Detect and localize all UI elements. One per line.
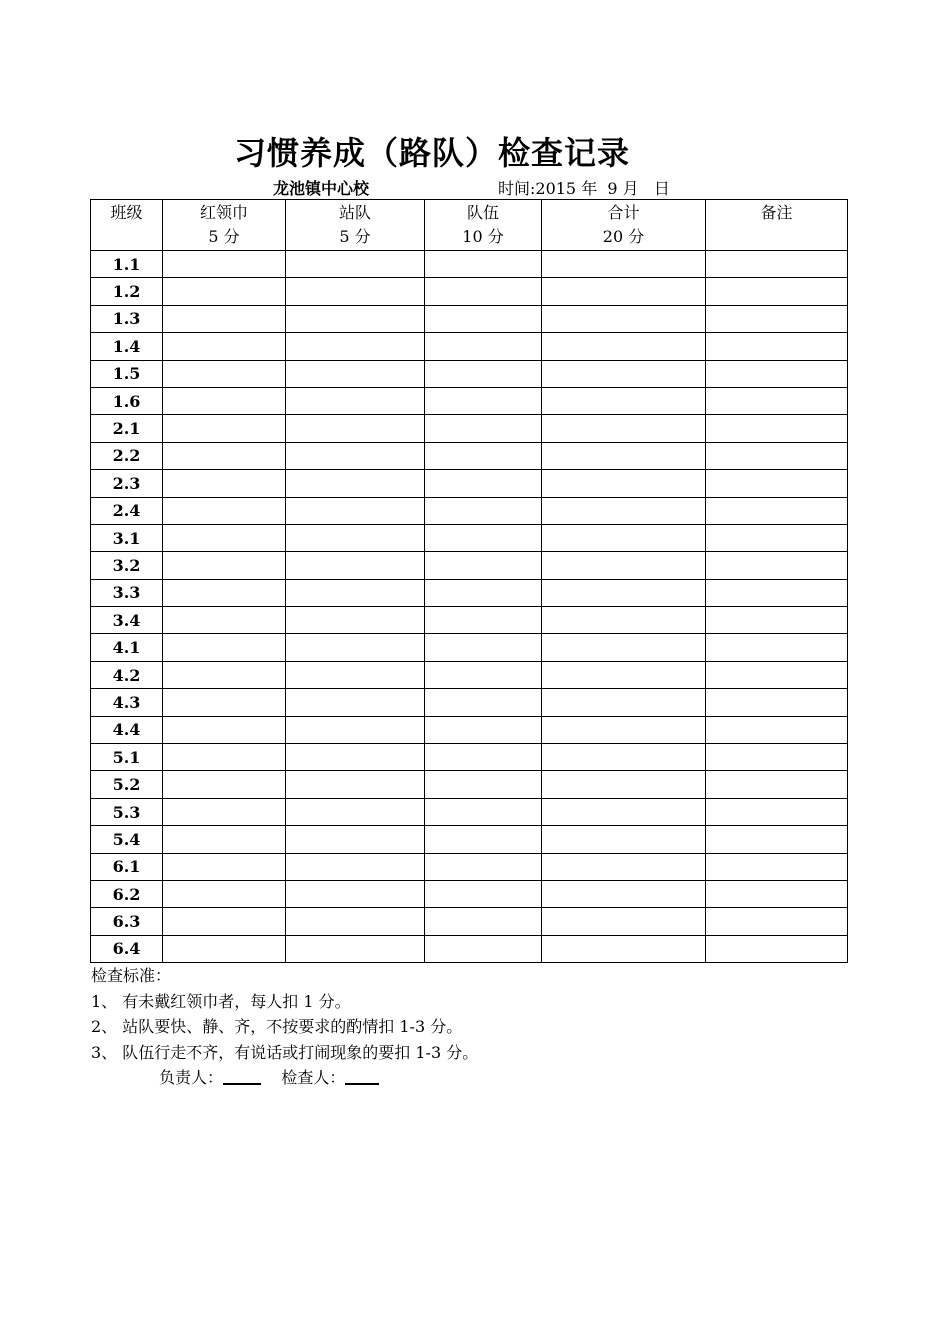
- class-number: 4.2: [91, 661, 163, 688]
- score-cell[interactable]: [286, 333, 425, 360]
- score-cell[interactable]: [542, 415, 706, 442]
- class-number: 4.4: [91, 716, 163, 743]
- score-cell[interactable]: [286, 524, 425, 551]
- column-header: [91, 200, 163, 251]
- table-row: [91, 689, 848, 716]
- score-cell[interactable]: [163, 935, 286, 962]
- column-header-label: 队伍: [466, 203, 499, 222]
- score-cell[interactable]: [286, 607, 425, 634]
- score-cell[interactable]: [706, 689, 848, 716]
- class-number: 1.1: [91, 251, 163, 278]
- score-cell[interactable]: [706, 935, 848, 962]
- class-number: 2.4: [91, 497, 163, 524]
- responsible-label: 负责人：: [159, 1068, 224, 1087]
- score-cell[interactable]: [163, 333, 286, 360]
- score-cell[interactable]: [706, 716, 848, 743]
- page-title: 习惯养成（路队）检查记录: [233, 134, 630, 172]
- score-cell[interactable]: [706, 387, 848, 414]
- class-number: 3.3: [91, 579, 163, 606]
- score-cell[interactable]: [706, 853, 848, 880]
- table-row: [91, 278, 848, 305]
- inspector-label: 检查人：: [281, 1068, 346, 1087]
- score-cell[interactable]: [542, 552, 706, 579]
- score-cell[interactable]: [286, 771, 425, 798]
- school-name: 龙池镇中心校: [273, 179, 370, 198]
- table-row: [91, 935, 848, 962]
- responsible-blank[interactable]: [223, 1067, 261, 1085]
- header-row: [91, 200, 848, 251]
- column-header-points: 5 分: [339, 227, 371, 246]
- score-cell[interactable]: [706, 360, 848, 387]
- score-cell[interactable]: [542, 470, 706, 497]
- standard-item-2: 2、 站队要快、静、齐，不按要求的酌情扣 1-3 分。: [91, 1017, 463, 1036]
- score-cell[interactable]: [286, 880, 425, 907]
- score-cell[interactable]: [286, 716, 425, 743]
- column-header-label: 合计: [607, 203, 640, 222]
- class-number: 5.3: [91, 798, 163, 825]
- score-cell[interactable]: [425, 607, 542, 634]
- score-cell[interactable]: [425, 935, 542, 962]
- column-header-label: 站队: [338, 203, 371, 222]
- score-cell[interactable]: [542, 771, 706, 798]
- score-cell[interactable]: [163, 497, 286, 524]
- class-number: 6.3: [91, 908, 163, 935]
- score-cell[interactable]: [542, 661, 706, 688]
- column-header: [706, 200, 848, 251]
- score-cell[interactable]: [286, 853, 425, 880]
- score-cell[interactable]: [163, 908, 286, 935]
- score-cell[interactable]: [425, 360, 542, 387]
- score-cell[interactable]: [286, 634, 425, 661]
- score-cell[interactable]: [706, 251, 848, 278]
- score-cell[interactable]: [286, 744, 425, 771]
- column-header: [542, 200, 706, 251]
- score-cell[interactable]: [706, 524, 848, 551]
- score-cell[interactable]: [286, 305, 425, 332]
- score-cell[interactable]: [286, 908, 425, 935]
- score-cell[interactable]: [163, 744, 286, 771]
- class-number: 1.2: [91, 278, 163, 305]
- score-cell[interactable]: [542, 607, 706, 634]
- score-cell[interactable]: [286, 579, 425, 606]
- table-row: [91, 880, 848, 907]
- class-number: 1.4: [91, 333, 163, 360]
- table-row: [91, 251, 848, 278]
- inspector-blank[interactable]: [345, 1067, 379, 1085]
- table-row: [91, 470, 848, 497]
- column-header-label: 备注: [760, 203, 793, 222]
- table-row: [91, 826, 848, 853]
- score-cell[interactable]: [425, 442, 542, 469]
- class-number: 4.3: [91, 689, 163, 716]
- score-cell[interactable]: [542, 497, 706, 524]
- score-cell[interactable]: [542, 880, 706, 907]
- score-cell[interactable]: [542, 360, 706, 387]
- class-number: 4.1: [91, 634, 163, 661]
- table-row: [91, 442, 848, 469]
- table-row: [91, 579, 848, 606]
- standards-heading: 检查标准：: [91, 966, 172, 985]
- score-cell[interactable]: [163, 607, 286, 634]
- score-cell[interactable]: [425, 880, 542, 907]
- score-cell[interactable]: [425, 826, 542, 853]
- score-cell[interactable]: [706, 744, 848, 771]
- score-cell[interactable]: [163, 360, 286, 387]
- score-cell[interactable]: [706, 333, 848, 360]
- score-cell[interactable]: [163, 634, 286, 661]
- score-cell[interactable]: [425, 415, 542, 442]
- score-cell[interactable]: [425, 524, 542, 551]
- score-cell[interactable]: [163, 470, 286, 497]
- column-header-points: 10 分: [462, 227, 504, 246]
- score-cell[interactable]: [706, 305, 848, 332]
- score-cell[interactable]: [425, 744, 542, 771]
- class-number: 5.4: [91, 826, 163, 853]
- score-cell[interactable]: [286, 278, 425, 305]
- score-cell[interactable]: [163, 689, 286, 716]
- score-cell[interactable]: [286, 442, 425, 469]
- score-cell[interactable]: [706, 798, 848, 825]
- score-cell[interactable]: [286, 387, 425, 414]
- score-cell[interactable]: [706, 908, 848, 935]
- score-cell[interactable]: [163, 524, 286, 551]
- class-number: 2.1: [91, 415, 163, 442]
- table-row: [91, 744, 848, 771]
- score-cell[interactable]: [542, 387, 706, 414]
- score-cell[interactable]: [163, 278, 286, 305]
- table-row: [91, 497, 848, 524]
- column-header-label: 班级: [110, 203, 143, 222]
- score-cell[interactable]: [425, 552, 542, 579]
- score-cell[interactable]: [542, 278, 706, 305]
- score-cell[interactable]: [706, 771, 848, 798]
- class-number: 5.2: [91, 771, 163, 798]
- score-cell[interactable]: [163, 442, 286, 469]
- score-cell[interactable]: [542, 305, 706, 332]
- date-line: 时间:2015 年 9 月 日: [498, 179, 670, 198]
- score-cell[interactable]: [286, 552, 425, 579]
- score-cell[interactable]: [706, 278, 848, 305]
- score-cell[interactable]: [425, 333, 542, 360]
- score-cell[interactable]: [425, 470, 542, 497]
- score-cell[interactable]: [163, 716, 286, 743]
- score-cell[interactable]: [425, 689, 542, 716]
- score-cell[interactable]: [542, 798, 706, 825]
- score-cell[interactable]: [163, 305, 286, 332]
- score-cell[interactable]: [286, 251, 425, 278]
- score-cell[interactable]: [286, 415, 425, 442]
- score-cell[interactable]: [706, 497, 848, 524]
- column-header-label: 红领巾: [199, 203, 248, 222]
- score-cell[interactable]: [286, 798, 425, 825]
- score-cell[interactable]: [706, 661, 848, 688]
- score-cell[interactable]: [286, 826, 425, 853]
- table-row: [91, 387, 848, 414]
- score-cell[interactable]: [163, 251, 286, 278]
- class-number: 6.1: [91, 853, 163, 880]
- score-cell[interactable]: [163, 579, 286, 606]
- score-cell[interactable]: [163, 415, 286, 442]
- table-row: [91, 661, 848, 688]
- score-cell[interactable]: [425, 771, 542, 798]
- score-cell[interactable]: [425, 497, 542, 524]
- score-cell[interactable]: [425, 305, 542, 332]
- score-cell[interactable]: [542, 634, 706, 661]
- score-cell[interactable]: [163, 661, 286, 688]
- table-row: [91, 524, 848, 551]
- score-cell[interactable]: [163, 880, 286, 907]
- score-cell[interactable]: [425, 853, 542, 880]
- score-cell[interactable]: [706, 607, 848, 634]
- class-number: 5.1: [91, 744, 163, 771]
- score-cell[interactable]: [425, 908, 542, 935]
- score-cell[interactable]: [425, 716, 542, 743]
- score-cell[interactable]: [542, 744, 706, 771]
- column-header-points: 20 分: [602, 227, 645, 246]
- score-cell[interactable]: [163, 552, 286, 579]
- score-cell[interactable]: [542, 716, 706, 743]
- score-cell[interactable]: [542, 853, 706, 880]
- table-row: [91, 360, 848, 387]
- class-number: 2.3: [91, 470, 163, 497]
- table-row: [91, 798, 848, 825]
- inspection-standards: [91, 963, 478, 1091]
- column-header: [425, 200, 542, 251]
- score-cell[interactable]: [425, 387, 542, 414]
- class-number: 3.2: [91, 552, 163, 579]
- score-cell[interactable]: [706, 634, 848, 661]
- score-cell[interactable]: [706, 442, 848, 469]
- score-cell[interactable]: [163, 771, 286, 798]
- table-row: [91, 333, 848, 360]
- score-cell[interactable]: [706, 415, 848, 442]
- score-cell[interactable]: [542, 689, 706, 716]
- score-cell[interactable]: [542, 826, 706, 853]
- inspection-table: [90, 199, 848, 963]
- score-cell[interactable]: [706, 552, 848, 579]
- class-number: 3.1: [91, 524, 163, 551]
- standard-item-1: 1、 有未戴红领巾者，每人扣 1 分。: [91, 991, 351, 1011]
- class-number: 1.3: [91, 305, 163, 332]
- score-cell[interactable]: [425, 278, 542, 305]
- column-header-points: 5 分: [208, 227, 240, 246]
- score-cell[interactable]: [286, 360, 425, 387]
- score-cell[interactable]: [542, 333, 706, 360]
- score-cell[interactable]: [706, 579, 848, 606]
- score-cell[interactable]: [706, 826, 848, 853]
- score-cell[interactable]: [163, 826, 286, 853]
- score-cell[interactable]: [425, 251, 542, 278]
- score-cell[interactable]: [425, 579, 542, 606]
- table-row: [91, 771, 848, 798]
- table-row: [91, 552, 848, 579]
- table-row: [91, 415, 848, 442]
- score-cell[interactable]: [425, 634, 542, 661]
- score-cell[interactable]: [163, 387, 286, 414]
- column-header: [286, 200, 425, 251]
- score-cell[interactable]: [706, 880, 848, 907]
- class-number: 3.4: [91, 607, 163, 634]
- signature-line: [91, 1065, 478, 1091]
- class-number: 1.5: [91, 360, 163, 387]
- class-number: 2.2: [91, 442, 163, 469]
- table-body: [91, 251, 848, 963]
- column-header: [163, 200, 286, 251]
- score-cell[interactable]: [163, 798, 286, 825]
- score-cell[interactable]: [706, 470, 848, 497]
- table-row: [91, 853, 848, 880]
- score-cell[interactable]: [286, 497, 425, 524]
- table-row: [91, 607, 848, 634]
- score-cell[interactable]: [542, 935, 706, 962]
- table-row: [91, 716, 848, 743]
- score-cell[interactable]: [286, 661, 425, 688]
- score-cell[interactable]: [286, 470, 425, 497]
- score-cell[interactable]: [542, 908, 706, 935]
- standard-item-3: 3、 队伍行走不齐，有说话或打闹现象的要扣 1-3 分。: [91, 1042, 479, 1062]
- class-number: 1.6: [91, 387, 163, 414]
- score-cell[interactable]: [542, 251, 706, 278]
- score-cell[interactable]: [286, 689, 425, 716]
- table-row: [91, 305, 848, 332]
- score-cell[interactable]: [542, 579, 706, 606]
- score-cell[interactable]: [542, 442, 706, 469]
- score-cell[interactable]: [425, 661, 542, 688]
- score-cell[interactable]: [286, 935, 425, 962]
- class-number: 6.2: [91, 880, 163, 907]
- score-cell[interactable]: [425, 798, 542, 825]
- class-number: 6.4: [91, 935, 163, 962]
- table-row: [91, 634, 848, 661]
- score-cell[interactable]: [542, 524, 706, 551]
- score-cell[interactable]: [163, 853, 286, 880]
- table-row: [91, 908, 848, 935]
